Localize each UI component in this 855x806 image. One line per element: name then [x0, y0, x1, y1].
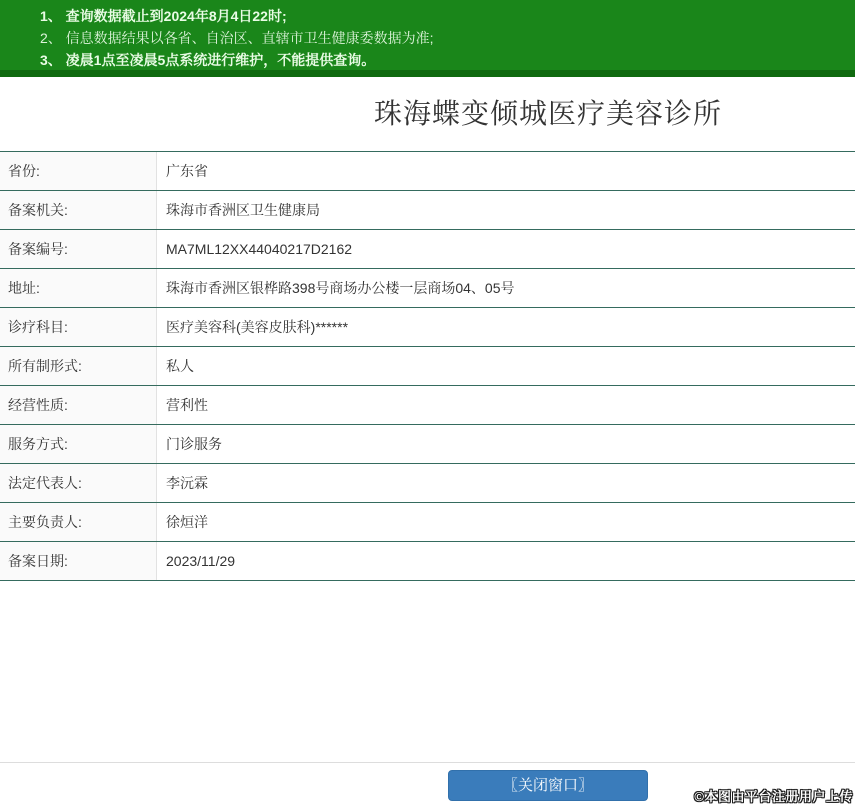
table-row: [0, 542, 855, 581]
field-label: 所有制形式:: [0, 347, 157, 385]
field-value: MA7ML12XX44040217D2162: [157, 230, 855, 268]
field-value: 2023/11/29: [157, 542, 855, 580]
field-label: 经营性质:: [0, 386, 157, 424]
table-row: [0, 425, 855, 464]
notice-line-1: 1、 查询数据截止到2024年8月4日22时;: [40, 8, 287, 24]
field-label: 诊疗科目:: [0, 308, 157, 346]
watermark: ©本图由平台注册用户上传: [694, 789, 853, 804]
field-label: 备案机关:: [0, 191, 157, 229]
close-window-button[interactable]: 〖关闭窗口〗: [448, 770, 648, 801]
page-title: 珠海蝶变倾城医疗美容诊所: [373, 98, 722, 129]
notice-header-bottom-strip: [0, 70, 855, 77]
table-row: [0, 152, 855, 191]
field-label: 法定代表人:: [0, 464, 157, 502]
field-label: 省份:: [0, 152, 157, 190]
field-value: 医疗美容科(美容皮肤科)******: [157, 308, 855, 346]
field-label: 主要负责人:: [0, 503, 157, 541]
table-row: [0, 464, 855, 503]
footer-divider: [0, 762, 855, 763]
field-value: 李沅霖: [157, 464, 855, 502]
notice-line-2: 2、 信息数据结果以各省、自治区、直辖市卫生健康委数据为准;: [40, 30, 434, 46]
notice-line-3: 3、 凌晨1点至凌晨5点系统进行维护，不能提供查询。: [40, 52, 376, 68]
field-label: 备案日期:: [0, 542, 157, 580]
field-label: 服务方式:: [0, 425, 157, 463]
field-value: 营利性: [157, 386, 855, 424]
notice-header: [0, 0, 855, 70]
field-value: 私人: [157, 347, 855, 385]
field-value: 徐烜洋: [157, 503, 855, 541]
field-label: 备案编号:: [0, 230, 157, 268]
table-row: [0, 308, 855, 347]
table-row: [0, 386, 855, 425]
field-label: 地址:: [0, 269, 157, 307]
registration-info-table: [0, 151, 855, 581]
table-row: [0, 230, 855, 269]
field-value: 门诊服务: [157, 425, 855, 463]
table-row: [0, 347, 855, 386]
table-row: [0, 269, 855, 308]
table-row: [0, 503, 855, 542]
field-value: 珠海市香洲区银桦路398号商场办公楼一层商场04、05号: [157, 269, 855, 307]
field-value: 广东省: [157, 152, 855, 190]
field-value: 珠海市香洲区卫生健康局: [157, 191, 855, 229]
table-row: [0, 191, 855, 230]
